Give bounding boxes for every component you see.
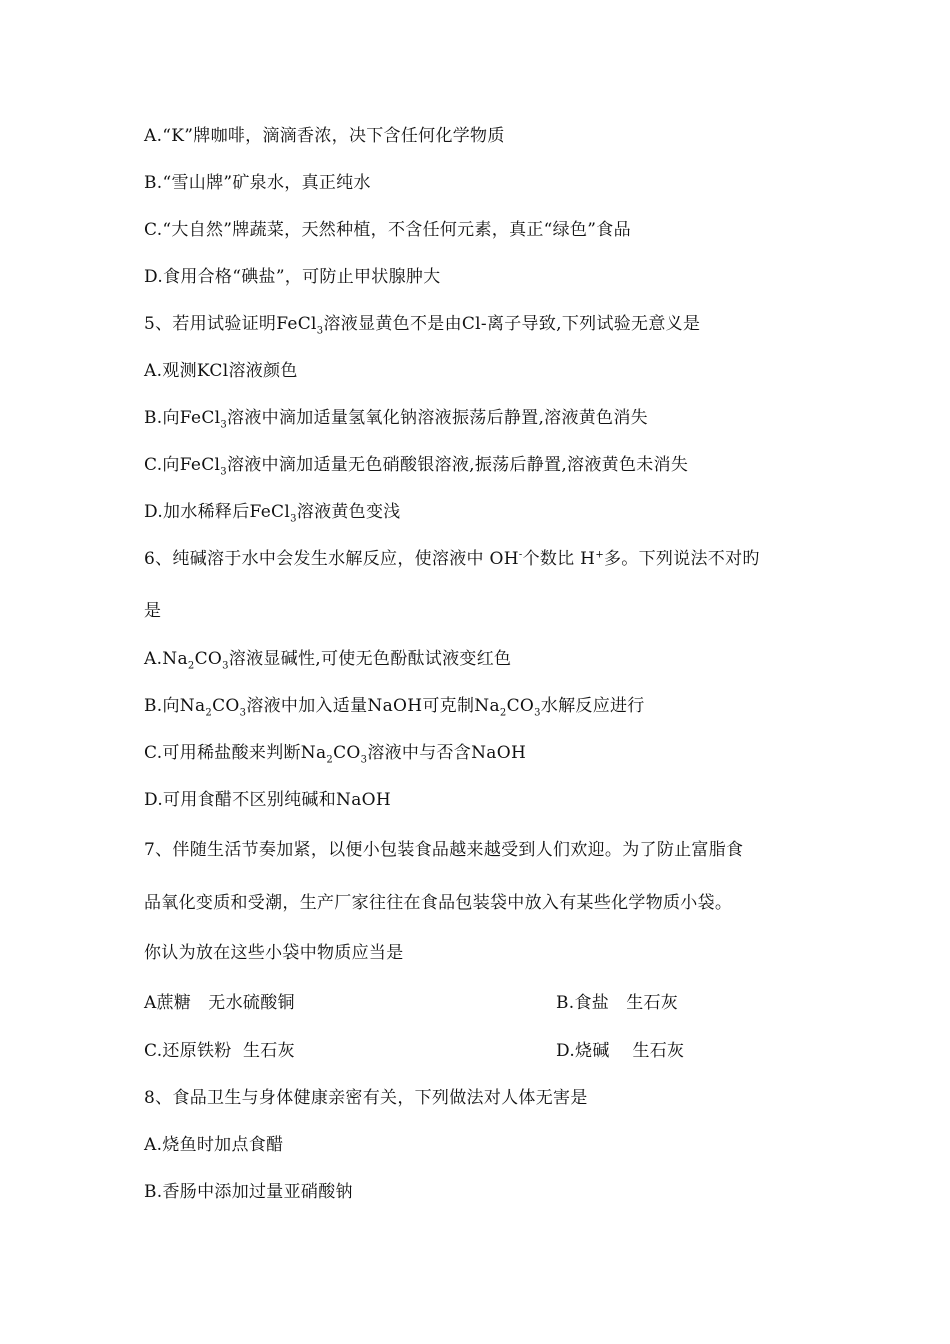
question-8-option-b: B.香肠中添加过量亚硝酸钠 <box>144 1182 353 1202</box>
question-5-option-a: A.观测KCl溶液颜色 <box>144 361 298 381</box>
question-7-options-ab: A蔗糖 无水硫酸铜 B.食盐 生石灰 <box>144 993 679 1013</box>
question-8-option-a: A.烧鱼时加点食醋 <box>144 1135 284 1155</box>
question-5-option-c: C.向FeCl$_3$溶液中滴加适量无色硝酸银溶液,振荡后静置,溶液黄色未消失 <box>144 455 689 478</box>
option-a-line: A.“K”牌咖啡，滴滴香浓，决下含任何化学物质 <box>144 126 505 146</box>
question-5: 5、若用试验证明FeCl$_3$溶液显黄色不是由Cl-离子导致,下列试验无意义是 <box>144 314 701 337</box>
question-8: 8、食品卫生与身体健康亲密有关，下列做法对人体无害是 <box>144 1088 588 1108</box>
question-6-option-a: $A.Na_2CO_3$溶液显碱性,可使无色酚酞试液变红色 <box>144 649 512 672</box>
question-6-continued: 是 <box>144 601 162 621</box>
question-6-option-d: D.可用食醋不区别纯碱和NaOH <box>144 790 391 810</box>
question-6-option-c: C.可用稀盐酸来判断$Na_2CO_3$溶液中与否含NaOH <box>144 743 527 766</box>
question-7-line-2: 品氧化变质和受潮，生产厂家往往在食品包装袋中放入有某些化学物质小袋。 <box>144 893 733 913</box>
question-7-options-cd: C.还原铁粉 生石灰 D.烧碱 生石灰 <box>144 1041 685 1061</box>
question-7: 7、伴随生活节奏加紧，以便小包装食品越来越受到人们欢迎。为了防止富脂食 <box>144 840 744 860</box>
question-6: 6、纯碱溶于水中会发生水解反应，使溶液中 OH-个数比 H+多。下列说法不对旳 <box>144 549 760 569</box>
question-5-option-d: D.加水稀释后FeCl$_3$溶液黄色变浅 <box>144 502 401 525</box>
question-5-option-b: B.向FeCl$_3$溶液中滴加适量氢氧化钠溶液振荡后静置,溶液黄色消失 <box>144 408 648 431</box>
option-d-line: D.食用合格“碘盐”，可防止甲状腺肿大 <box>144 267 441 287</box>
question-6-option-b: B.向$Na_2CO_3$溶液中加入适量NaOH可克制$Na_2CO_3$水解反应进行 <box>144 696 645 719</box>
question-7-line-3: 你认为放在这些小袋中物质应当是 <box>144 943 404 963</box>
option-b-line: B.“雪山牌”矿泉水，真正纯水 <box>144 173 371 193</box>
option-c-line: C.“大自然”牌蔬菜，天然种植，不含任何元素，真正“绿色”食品 <box>144 220 631 240</box>
